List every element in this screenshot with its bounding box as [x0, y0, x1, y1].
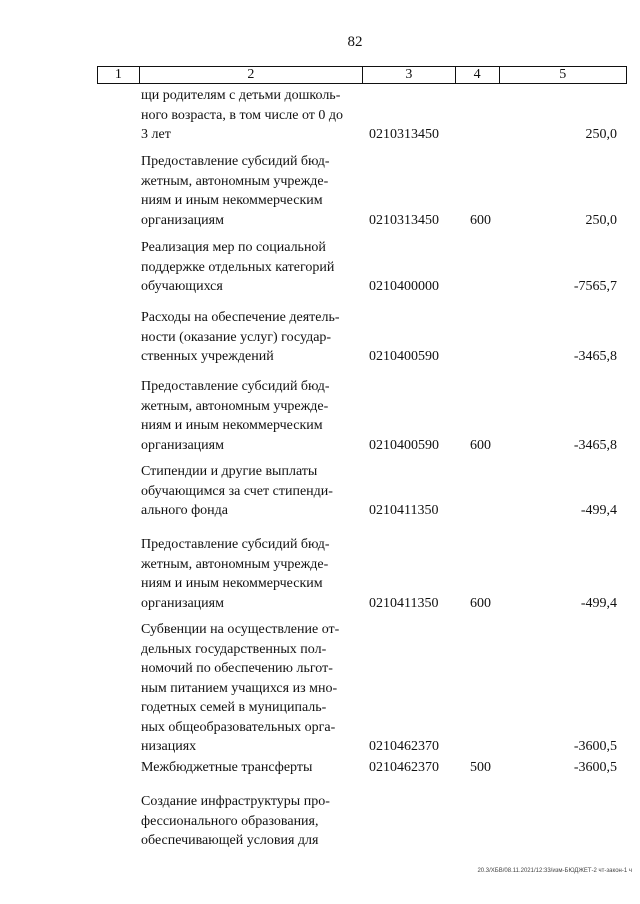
row-description	[141, 535, 359, 613]
description-line: фессионального образования,	[141, 813, 319, 829]
description-line: Субвенции на осуществление от-	[141, 622, 340, 637]
description-line: организациям	[141, 595, 224, 611]
description-line: Реализация мер по социальной	[141, 240, 326, 255]
row-amount: -499,4	[580, 595, 617, 611]
row-code: 0210313450	[369, 212, 439, 228]
description-line: Предоставление субсидий бюд-	[141, 537, 330, 552]
description-line: организациям	[141, 212, 224, 228]
description-line: Стипендии и другие выплаты	[141, 464, 318, 479]
row-description	[141, 758, 359, 778]
page-number: 82	[347, 34, 363, 50]
description-line: жетным, автономным учрежде-	[141, 556, 329, 572]
description-line: ным питанием учащихся из мно-	[141, 680, 338, 696]
description-line: ниям и иным некоммерческим	[141, 576, 323, 591]
row-description	[141, 238, 359, 297]
header-col-5: 5	[559, 67, 567, 82]
description-line: обеспечивающей условия для	[141, 833, 319, 848]
row-expense-type: 500	[470, 760, 491, 775]
description-line: низациях	[141, 739, 197, 754]
header-col-4: 4	[456, 67, 500, 83]
description-line: Расходы на обеспечение деятель-	[141, 310, 340, 325]
row-description	[141, 792, 359, 851]
row-expense-type: 600	[470, 437, 491, 453]
description-line: номочий по обеспечению льгот-	[141, 661, 333, 676]
row-code: 0210462370	[369, 760, 439, 775]
row-expense-type: 600	[470, 212, 491, 228]
row-amount: -3600,5	[573, 739, 617, 754]
header-col-3: 3	[363, 67, 456, 83]
row-code: 0210462370	[369, 739, 439, 754]
description-line: Предоставление субсидий бюд-	[141, 379, 330, 394]
description-line: ного возраста, в том числе от 0 до	[141, 107, 344, 123]
header-col-1: 1	[98, 67, 140, 83]
description-line: Создание инфраструктуры про-	[141, 794, 330, 809]
row-description	[141, 377, 359, 455]
row-amount: -499,4	[580, 503, 617, 518]
header-col-2: 2	[140, 67, 363, 83]
row-amount: -7565,7	[573, 279, 617, 294]
table-header	[97, 66, 627, 84]
row-amount: -3600,5	[573, 760, 617, 775]
row-description	[141, 308, 359, 367]
description-line: обучающихся	[141, 279, 223, 294]
description-line: организациям	[141, 437, 224, 453]
description-line: дельных государственных пол-	[141, 641, 327, 657]
row-amount: 250,0	[585, 127, 617, 142]
row-code: 0210411350	[369, 503, 439, 518]
description-line: жетным, автономным учрежде-	[141, 173, 329, 189]
description-line: ниям и иным некоммерческим	[141, 418, 323, 433]
description-line: ности (оказание услуг) государ-	[141, 329, 332, 345]
row-description	[141, 152, 359, 230]
footer-stamp: 20.3/ХБВ/08.11.2021/12:33/изм-БЮДЖЕТ-2 чт-закон-1 ч	[477, 868, 632, 874]
row-description	[141, 86, 359, 145]
description-line: поддержке отдельных категорий	[141, 259, 335, 275]
row-code: 0210400590	[369, 349, 439, 364]
description-line: ных общеобразовательных орга-	[141, 719, 336, 735]
description-line: ниям и иным некоммерческим	[141, 193, 323, 208]
row-code: 0210411350	[369, 595, 439, 611]
description-line: ственных учреждений	[141, 349, 274, 364]
row-amount: 250,0	[585, 212, 617, 228]
description-line: 3 лет	[141, 127, 171, 142]
description-line: щи родителям с детьми дошколь-	[141, 88, 341, 103]
description-line: ального фонда	[141, 503, 228, 518]
description-line: годетных семей в муниципаль-	[141, 700, 327, 715]
row-code: 0210313450	[369, 127, 439, 142]
description-line: Межбюджетные трансферты	[141, 760, 313, 775]
description-line: жетным, автономным учрежде-	[141, 398, 329, 414]
description-line: Предоставление субсидий бюд-	[141, 154, 330, 169]
row-amount: -3465,8	[573, 437, 617, 453]
row-description	[141, 620, 359, 757]
row-expense-type: 600	[470, 595, 491, 611]
description-line: обучающимся за счет стипенди-	[141, 483, 333, 499]
row-description	[141, 462, 359, 521]
row-code: 0210400000	[369, 279, 439, 294]
row-code: 0210400590	[369, 437, 439, 453]
row-amount: -3465,8	[573, 349, 617, 364]
